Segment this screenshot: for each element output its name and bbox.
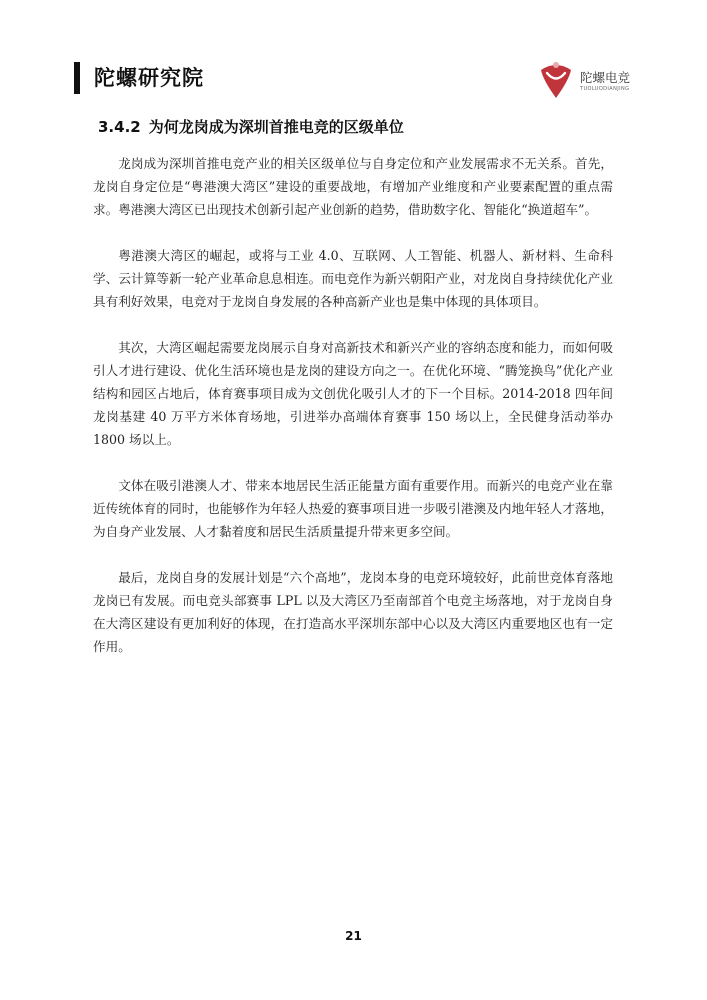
paragraph: 粤港澳大湾区的崛起，或将与工业 4.0、互联网、人工智能、机器人、新材料、生命科学、云计算等新一轮产业革命息息相连。而电竞作为新兴朝阳产业，对龙岗自身持续优化产业具有利好效果，电竞对于龙岗自身发展的各种高新产业也是集中体现的具体项目。 <box>93 248 613 309</box>
paragraph: 其次，大湾区崛起需要龙岗展示自身对高新技术和新兴产业的容纳态度和能力，而如何吸引人才进行建设、优化生活环境也是龙岗的建设方向之一。在优化环境、“腾笼换鸟”优化产业结构和园区占地后，体育赛事项目成为文创优化吸引人才的下一个目标。2014-2018 四年间龙岗基建 40 万平方米体育场地，引进举办高端体育赛事 150 场以上，全民健身活动举办 1800 场以上。 <box>93 340 613 447</box>
section-title: 为何龙岗成为深圳首推电竞的区级单位 <box>148 118 404 136</box>
logo-name-cn: 陀螺电竞 <box>580 70 631 85</box>
section-heading <box>98 116 404 137</box>
body-text <box>93 152 613 681</box>
logo-name-en: TUOLUODIANJING <box>580 86 630 92</box>
header-title: 陀螺研究院 <box>94 66 204 90</box>
header-accent-bar <box>74 62 80 94</box>
paragraph: 龙岗成为深圳首推电竞产业的相关区级单位与自身定位和产业发展需求不无关系。首先，龙岗自身定位是“粤港澳大湾区”建设的重要战地，有增加产业维度和产业要素配置的重点需求。粤港澳大湾区已出现技术创新引起产业创新的趋势，借助数字化、智能化“换道超车”。 <box>93 156 613 217</box>
paragraph: 最后，龙岗自身的发展计划是“六个高地”，龙岗本身的电竞环境较好，此前世竞体育落地龙岗已有发展。而电竞头部赛事 LPL 以及大湾区乃至南部首个电竞主场落地，对于龙岗自身在大湾区建设有更加利好的体现，在打造高水平深圳东部中心以及大湾区内重要地区也有一定作用。 <box>93 570 613 654</box>
brand-logo <box>536 58 646 104</box>
section-number: 3.4.2 <box>98 118 141 136</box>
spinning-top-icon <box>536 58 576 102</box>
page-number: 21 <box>345 929 362 943</box>
paragraph: 文体在吸引港澳人才、带来本地居民生活正能量方面有重要作用。而新兴的电竞产业在靠近传统体育的同时，也能够作为年轻人热爱的赛事项目进一步吸引港澳及内地年轻人才落地，为自身产业发展、人才黏着度和居民生活质量提升带来更多空间。 <box>93 478 613 539</box>
